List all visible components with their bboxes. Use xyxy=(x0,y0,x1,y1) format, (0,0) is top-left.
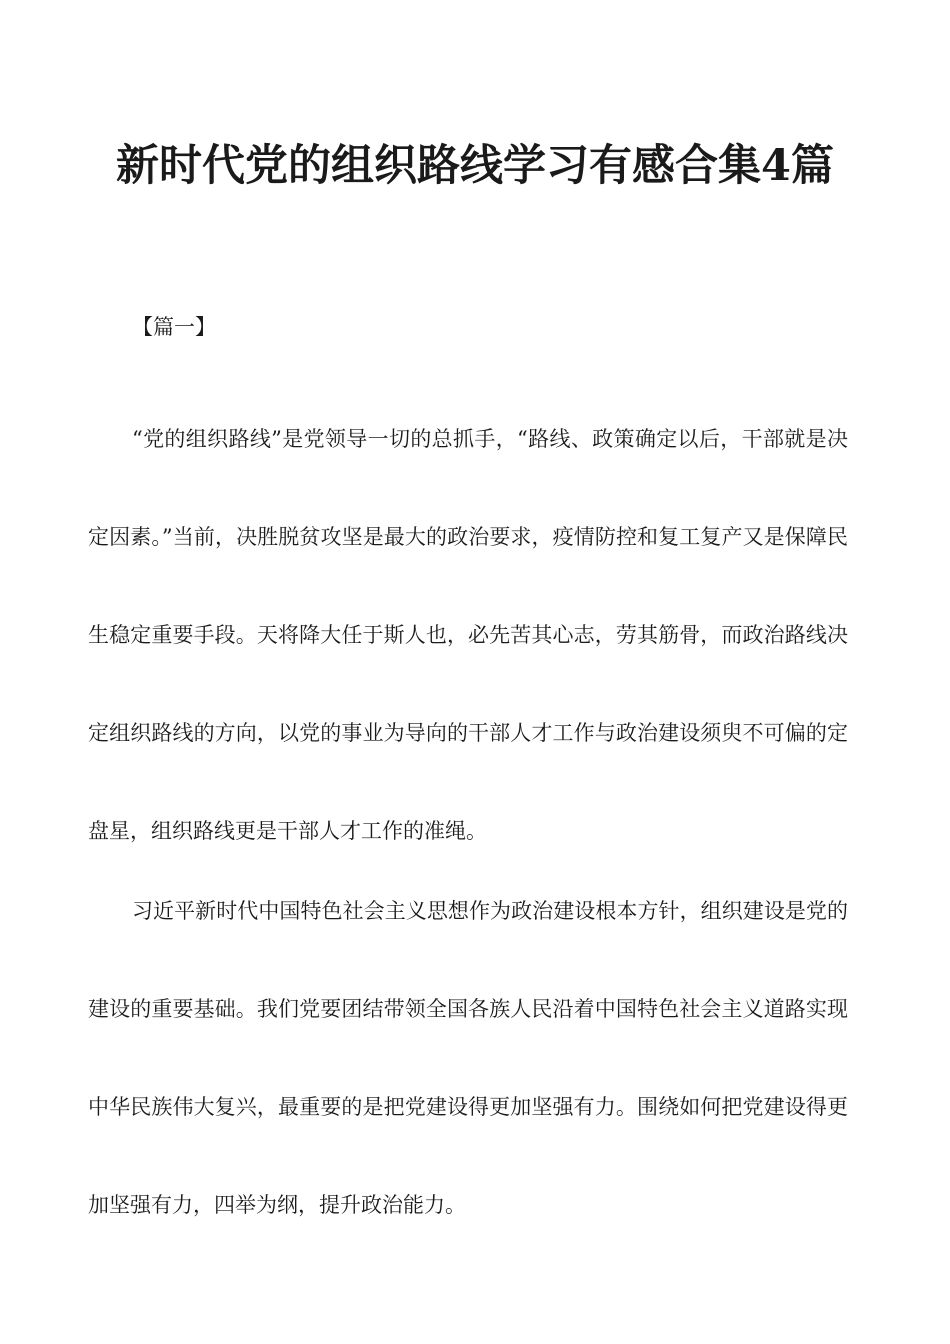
paragraph-1 xyxy=(88,390,848,880)
section-label: 【篇一】 xyxy=(132,315,216,339)
paragraph-1-text: “党的组织路线”是党领导一切的总抓手，“路线、政策确定以后，干部就是决定因素。”当前，决胜脱贫攻坚是最大的政治要求，疫情防控和复工复产又是保障民生稳定重要手段。天将降大任于斯人也，必先苦其心志，劳其筋骨，而政治路线决定组织路线的方向，以党的事业为导向的干部人才工作与政治建设须臾不可偏的定盘星，组织路线更是干部人才工作的准绳。 xyxy=(88,427,848,843)
paragraph-2 xyxy=(88,862,848,1254)
paragraph-2-text: 习近平新时代中国特色社会主义思想作为政治建设根本方针，组织建设是党的建设的重要基础。我们党要团结带领全国各族人民沿着中国特色社会主义道路实现中华民族伟大复兴，最重要的是把党建设得更加坚强有力。围绕如何把党建设得更加坚强有力，四举为纲，提升政治能力。 xyxy=(88,899,848,1217)
document-title: 新时代党的组织路线学习有感合集4篇 xyxy=(116,141,834,191)
